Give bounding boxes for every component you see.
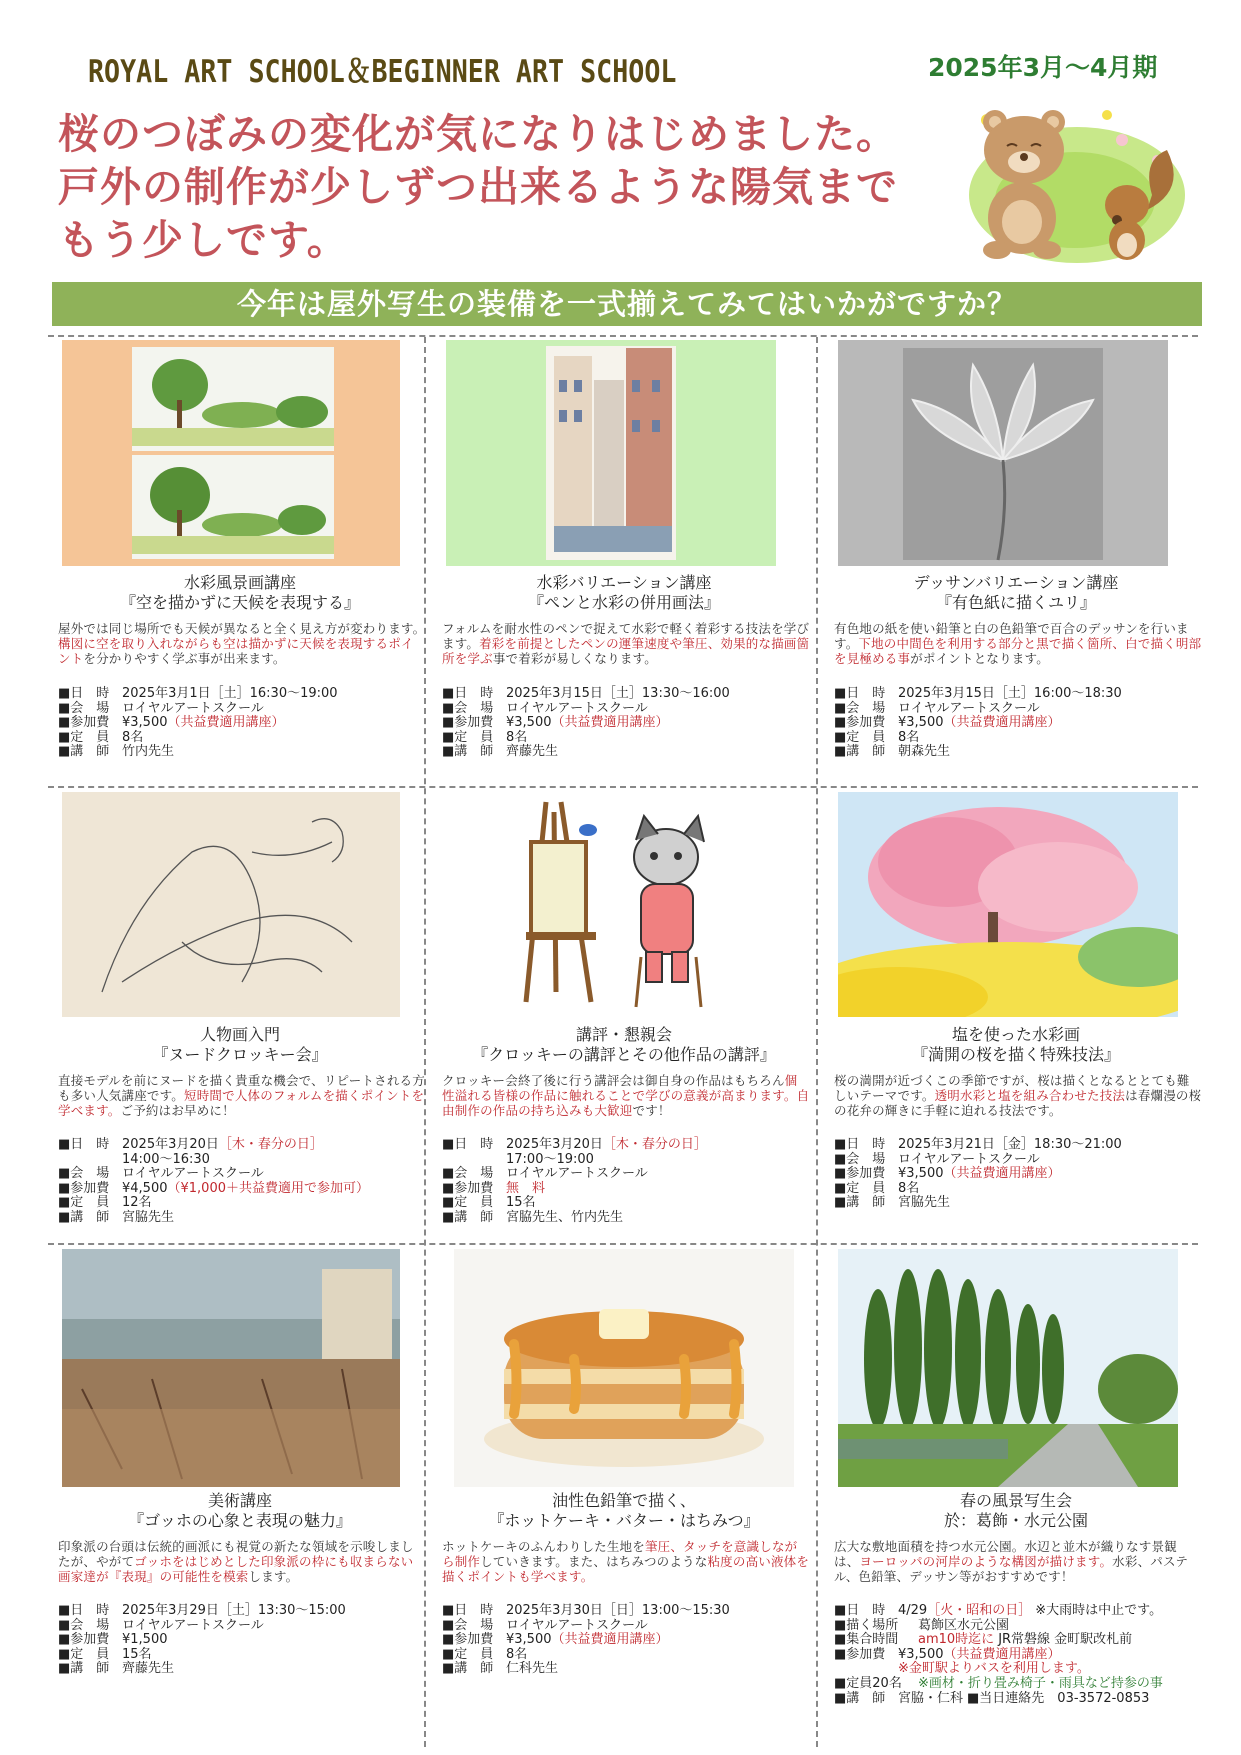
info-value: 12名 xyxy=(122,1195,152,1211)
desc-text: していきます。また、はちみつのような xyxy=(480,1554,708,1569)
info-value: 4/29 xyxy=(898,1603,928,1618)
info-value: 15名 xyxy=(122,1646,152,1662)
info-row xyxy=(58,1648,426,1663)
info-label: ■参加費 xyxy=(834,1646,886,1662)
info-label: ■会 場 xyxy=(58,1166,110,1182)
info-note: am10時迄に xyxy=(918,1632,995,1648)
info-value: 8名 xyxy=(898,729,920,745)
info-note: （¥1,000＋共益費適用で参加可） xyxy=(167,1180,369,1196)
cat-painter-illustration xyxy=(476,792,766,1017)
info-note: ［火・昭和の日］ xyxy=(927,1603,1032,1618)
info-label: ■日 時 xyxy=(442,1137,494,1152)
info-row xyxy=(834,702,1202,717)
course-info xyxy=(834,687,1202,760)
desc-text: を分かりやすく学ぶ事が出来ます。 xyxy=(83,651,286,666)
info-label: ■日 時 xyxy=(58,686,110,701)
info-row xyxy=(58,1182,426,1197)
info-value: 葛飾区水元公園 xyxy=(918,1617,1010,1633)
info-value: 宮脇先生 xyxy=(898,1195,951,1211)
info-note: （共益費適用講座） xyxy=(551,715,669,731)
grid-divider xyxy=(48,786,1198,788)
info-value: ロイヤルアートスクール xyxy=(122,1617,264,1633)
info-label: ■会 場 xyxy=(442,700,494,716)
course-title: 水彩バリエーション講座 xyxy=(536,573,712,592)
info-label: ■会 場 xyxy=(834,700,886,716)
pen-watercolor-street-image xyxy=(446,340,776,566)
info-value: ¥3,500 xyxy=(122,715,168,731)
info-label: ■日 時 xyxy=(58,1603,110,1618)
info-label: ■日 時 xyxy=(834,1137,886,1152)
info-row xyxy=(834,1633,1202,1648)
info-row xyxy=(58,1167,426,1182)
van-gogh-painting-image xyxy=(62,1249,400,1487)
headline xyxy=(58,108,898,267)
info-label: ■講 師 xyxy=(442,1661,494,1677)
desc-text: フォルムを耐水性のペンで捉えて水彩で軽く着彩する技法を学びます。 xyxy=(442,621,810,651)
course-info xyxy=(58,1604,426,1677)
info-value: ロイヤルアートスクール xyxy=(898,1151,1040,1167)
info-value: 2025年3月30日［日］13:00～15:30 xyxy=(506,1603,730,1618)
info-value: 8名 xyxy=(506,729,528,745)
info-label: ■定 員 xyxy=(834,729,886,745)
info-row xyxy=(58,687,426,702)
course-description xyxy=(834,1073,1202,1118)
info-value: ¥3,500 xyxy=(898,715,944,731)
info-value: ¥3,500 xyxy=(506,715,552,731)
info-label: ■参加費 xyxy=(834,715,886,731)
course-subtitle: 『ゴッホの心象と表現の魅力』 xyxy=(128,1511,352,1530)
info-row xyxy=(834,1662,1202,1677)
headline-line-2: 戸外の制作が少しずつ出来るような陽気まで xyxy=(58,163,898,211)
info-label: ■講 師 xyxy=(834,1690,886,1706)
desc-highlight: ゴッホをはじめとした印象派の枠にも収まらない画家達が『表現』の可能性を模索 xyxy=(58,1554,414,1584)
desc-highlight: ヨーロッパの河岸のような構図が描けます。 xyxy=(859,1554,1113,1569)
course-info xyxy=(834,1138,1202,1211)
info-value: 宮脇先生、竹内先生 xyxy=(506,1209,624,1225)
info-label: ■定 員 xyxy=(442,1646,494,1662)
info-row xyxy=(834,716,1202,731)
info-row xyxy=(442,731,810,746)
nude-croquis-image xyxy=(62,792,400,1017)
desc-text: 事で着彩が易しくなります。 xyxy=(492,651,657,666)
info-value: 2025年3月21日［金］18:30～21:00 xyxy=(898,1137,1122,1152)
info-value: 2025年3月20日 xyxy=(506,1137,603,1152)
desc-highlight: 構図に空を取り入れながらも空は描かずに天候を表現するポイント xyxy=(58,636,414,666)
info-label: ■描く場所 xyxy=(834,1617,899,1633)
info-note: （共益費適用講座） xyxy=(167,715,285,731)
info-value: 2025年3月20日 xyxy=(122,1137,219,1152)
info-value: 8名 xyxy=(898,1180,920,1196)
info-note: ※画材・折り畳み椅子・雨具など持参の事 xyxy=(918,1675,1163,1691)
info-row xyxy=(834,1182,1202,1197)
info-value: ロイヤルアートスクール xyxy=(506,1617,648,1633)
info-note: ［木・春分の日］ xyxy=(218,1137,323,1152)
info-label: ■参加費 xyxy=(834,1166,886,1182)
desc-highlight: 個性溢れる皆様の作品に触れることで学びの意義が高まります。自由制作の作品の持ち込みも大歓迎 xyxy=(442,1073,810,1118)
headline-line-3: もう少しです。 xyxy=(58,216,349,264)
info-label: ■参加費 xyxy=(58,1632,110,1648)
course-info xyxy=(442,1138,810,1226)
info-label: ■参加費 xyxy=(58,715,110,731)
course-card xyxy=(828,1246,1204,1751)
course-card xyxy=(436,1246,812,1751)
desc-text: は春爛漫の桜の花弁の輝きに手軽に迫れる技法です。 xyxy=(834,1088,1202,1118)
course-title: 美術講座 xyxy=(207,1491,272,1510)
info-value: 齊藤先生 xyxy=(506,744,559,760)
course-card xyxy=(828,789,1204,1241)
desc-text: 桜の満開が近づくこの季節ですが、桜は描くとなるととても難しいテーマです。 xyxy=(834,1073,1190,1103)
info-value: 齊藤先生 xyxy=(122,1661,175,1677)
info-row xyxy=(442,687,810,702)
info-row xyxy=(58,1138,426,1153)
info-note: （共益費適用講座） xyxy=(943,715,1061,731)
course-title: 水彩風景画講座 xyxy=(183,573,296,592)
info-row xyxy=(834,1153,1202,1168)
course-description xyxy=(58,621,426,666)
desc-text: ご予約はお早めに！ xyxy=(120,1103,235,1118)
info-note: （共益費適用講座） xyxy=(943,1646,1061,1662)
info-value: ¥3,500 xyxy=(898,1646,944,1662)
info-row xyxy=(58,1196,426,1211)
info-row xyxy=(58,1604,426,1619)
course-description xyxy=(442,1073,810,1118)
desc-text: 有色地の紙を使い鉛筆と白の色鉛筆で百合のデッサンを行います。 xyxy=(834,621,1189,651)
desc-text: 直接モデルを前にヌードを描く貴重な機会で、リピートされる方も多い人気講座です。 xyxy=(58,1073,425,1103)
desc-highlight: 短時間で人体のフォルムを描くポイントを学べます。 xyxy=(58,1088,425,1118)
info-note: 無 料 xyxy=(506,1180,546,1196)
course-description xyxy=(442,621,810,666)
info-label: ■会 場 xyxy=(58,700,110,716)
info-row xyxy=(834,1196,1202,1211)
course-card xyxy=(52,1246,428,1751)
info-value: 2025年3月15日［土］13:30～16:00 xyxy=(506,686,730,701)
info-row xyxy=(442,1138,810,1153)
info-row xyxy=(442,745,810,760)
desc-text: クロッキー会終了後に行う講評会は御自身の作品はもちろん xyxy=(442,1073,785,1088)
info-label: ■日 時 xyxy=(834,686,886,701)
info-value: ロイヤルアートスクール xyxy=(898,700,1040,716)
desc-highlight: 下地の中間色を利用する部分と黒で描く箇所、白で描く明部を見極める事 xyxy=(834,636,1202,666)
info-row xyxy=(58,1211,426,1226)
info-label: ■日 時 xyxy=(834,1603,886,1618)
course-info xyxy=(442,687,810,760)
info-extra: JR常磐線 金町駅改札前 xyxy=(998,1632,1133,1648)
info-value: 竹内先生 xyxy=(122,744,175,760)
info-value: 宮脇先生 xyxy=(122,1209,175,1225)
course-description xyxy=(58,1073,426,1118)
info-label: ■定 員 xyxy=(58,729,110,745)
info-value: ¥4,500 xyxy=(122,1180,168,1196)
course-title: 油性色鉛筆で描く、 xyxy=(552,1491,696,1510)
course-card xyxy=(52,337,428,784)
info-value: 朝森先生 xyxy=(898,744,951,760)
info-value: 仁科先生 xyxy=(506,1661,559,1677)
headline-line-1: 桜のつぼみの変化が気になりはじめました。 xyxy=(58,110,898,158)
info-row xyxy=(58,1153,426,1168)
info-label: ■定 員 xyxy=(834,1180,886,1196)
desc-text: 屋外では同じ場所でも天候が異なると全く見え方が変わります。 xyxy=(58,621,426,636)
desc-text: 広大な敷地面積を持つ水元公園。水辺と並木が織りなす景観は、 xyxy=(834,1539,1177,1569)
info-row xyxy=(58,745,426,760)
info-note: （共益費適用講座） xyxy=(551,1632,669,1648)
info-row xyxy=(442,1153,810,1168)
info-extra: ■当日連絡先 03-3572-0853 xyxy=(967,1690,1150,1706)
info-note: ※金町駅よりバスを利用します。 xyxy=(898,1661,1090,1677)
info-value: ロイヤルアートスクール xyxy=(506,1166,648,1182)
info-row xyxy=(834,687,1202,702)
info-label: ■参加費 xyxy=(442,715,494,731)
cherry-blossom-watercolor-image xyxy=(838,792,1178,1017)
info-label: ■会 場 xyxy=(834,1151,886,1167)
desc-text: 水彩、パステル、色鉛筆、デッサン等がおすすめです！ xyxy=(834,1554,1189,1584)
course-subtitle: 『ペンと水彩の併用画法』 xyxy=(527,593,720,612)
info-row xyxy=(834,745,1202,760)
info-row xyxy=(442,1167,810,1182)
desc-highlight: 透明水彩と塩を組み合わせた技法 xyxy=(934,1088,1126,1103)
term-label: 2025年3月～4月期 xyxy=(928,53,1158,82)
info-value: ロイヤルアートスクール xyxy=(122,1166,264,1182)
info-row xyxy=(834,1138,1202,1153)
info-value: 2025年3月1日［土］16:30～19:00 xyxy=(122,686,338,701)
hotcake-drawing-image xyxy=(454,1249,794,1487)
info-row xyxy=(834,731,1202,746)
info-row xyxy=(442,1648,810,1663)
info-label: ■講 師 xyxy=(834,744,886,760)
desc-highlight: 筆圧、タッチを意識しながら制作 xyxy=(442,1539,798,1569)
desc-text: 印象派の台頭は伝統的画派にも視覚の新たな領域を示唆しましたが、やがて xyxy=(58,1539,414,1569)
info-label: ■定 員 xyxy=(442,1195,494,1211)
lily-drawing-image xyxy=(838,340,1168,566)
desc-text: です！ xyxy=(632,1103,671,1118)
info-row xyxy=(58,731,426,746)
info-label: ■会 場 xyxy=(442,1166,494,1182)
grid-divider xyxy=(816,337,818,1747)
banner: 今年は屋外写生の装備を一式揃えてみてはいかがですか？ xyxy=(52,282,1202,326)
course-info xyxy=(442,1604,810,1677)
desc-highlight: 粘度の高い液体を描くポイントも学べます。 xyxy=(442,1554,810,1584)
grid-divider xyxy=(48,1243,1198,1245)
course-title: 春の風景写生会 xyxy=(959,1491,1072,1510)
info-row xyxy=(58,1619,426,1634)
info-row xyxy=(442,716,810,731)
info-row xyxy=(442,1619,810,1634)
info-value: 15名 xyxy=(506,1195,536,1211)
course-card xyxy=(436,337,812,784)
course-title: 塩を使った水彩画 xyxy=(951,1025,1080,1044)
info-label: ■講 師 xyxy=(58,1209,110,1225)
info-row xyxy=(442,1211,810,1226)
info-value: 8名 xyxy=(122,729,144,745)
info-label: ■参加費 xyxy=(442,1632,494,1648)
course-card xyxy=(436,789,812,1241)
info-label: ■定 員 xyxy=(442,729,494,745)
info-row xyxy=(442,702,810,717)
watercolor-landscape-image xyxy=(62,340,400,566)
course-card xyxy=(52,789,428,1241)
course-subtitle: 『有色紙に描くユリ』 xyxy=(935,593,1096,612)
course-info xyxy=(834,1604,1202,1706)
info-label: ■参加費 xyxy=(58,1180,110,1196)
course-title: デッサンバリエーション講座 xyxy=(913,573,1119,592)
info-value: 14:00～16:30 xyxy=(122,1151,210,1167)
info-value: ¥3,500 xyxy=(898,1166,944,1182)
info-label: ■講 師 xyxy=(442,1209,494,1225)
info-extra: ※大雨時は中止です。 xyxy=(1035,1603,1163,1618)
info-label: ■講 師 xyxy=(58,1661,110,1677)
park-poplar-photo xyxy=(838,1249,1178,1487)
info-note: ［木・春分の日］ xyxy=(602,1137,707,1152)
desc-highlight: 着彩を前提としたペンの運筆速度や筆圧、効果的な描画箇所を学ぶ xyxy=(442,636,810,666)
info-value: 8名 xyxy=(506,1646,528,1662)
course-description xyxy=(834,1539,1202,1584)
info-row xyxy=(58,1633,426,1648)
desc-text: します。 xyxy=(248,1569,299,1584)
info-value: 宮脇・仁科 xyxy=(898,1690,964,1706)
info-row xyxy=(834,1604,1202,1619)
bear-squirrel-illustration xyxy=(957,100,1185,270)
course-description xyxy=(834,621,1202,666)
course-title: 人物画入門 xyxy=(199,1025,280,1044)
info-value: 2025年3月29日［土］13:30～15:00 xyxy=(122,1603,346,1618)
school-title: ROYAL ART SCHOOL＆BEGINNER ART SCHOOL xyxy=(88,54,677,90)
info-row xyxy=(834,1167,1202,1182)
course-subtitle: 『ホットケーキ・バター・はちみつ』 xyxy=(488,1511,760,1530)
course-card xyxy=(828,337,1204,784)
info-label: ■会 場 xyxy=(442,1617,494,1633)
info-value: 2025年3月15日［土］16:00～18:30 xyxy=(898,686,1122,701)
info-label: ■定 員 xyxy=(58,1195,110,1211)
info-row xyxy=(442,1182,810,1197)
info-value: ¥1,500 xyxy=(122,1632,168,1648)
info-label: ■定 員 xyxy=(58,1646,110,1662)
course-title: 講評・懇親会 xyxy=(575,1025,672,1044)
info-label: ■講 師 xyxy=(834,1195,886,1211)
course-subtitle: 『ヌードクロッキー会』 xyxy=(152,1045,328,1064)
info-row xyxy=(442,1662,810,1677)
course-info xyxy=(58,687,426,760)
course-subtitle: 『満開の桜を描く特殊技法』 xyxy=(911,1045,1120,1064)
course-subtitle: 『空を描かずに天候を表現する』 xyxy=(119,593,360,612)
info-row xyxy=(442,1196,810,1211)
info-label: ■日 時 xyxy=(442,1603,494,1618)
info-note: （共益費適用講座） xyxy=(943,1166,1061,1182)
info-value: 17:00～19:00 xyxy=(506,1151,594,1167)
course-description xyxy=(442,1539,810,1584)
info-row xyxy=(58,716,426,731)
course-description xyxy=(58,1539,426,1584)
info-row xyxy=(834,1619,1202,1634)
info-label: ■日 時 xyxy=(442,686,494,701)
desc-text: がポイントとなります。 xyxy=(910,651,1049,666)
info-value: ロイヤルアートスクール xyxy=(122,700,264,716)
info-label: ■参加費 xyxy=(442,1180,494,1196)
info-row xyxy=(834,1692,1202,1707)
info-row xyxy=(58,702,426,717)
info-label: ■定員20名 xyxy=(834,1675,902,1691)
info-row xyxy=(442,1604,810,1619)
info-label: ■日 時 xyxy=(58,1137,110,1152)
info-value: ロイヤルアートスクール xyxy=(506,700,648,716)
desc-text: ホットケーキのふんわりした生地を xyxy=(442,1539,645,1554)
info-row xyxy=(442,1633,810,1648)
info-row xyxy=(58,1662,426,1677)
info-label: ■集合時間 xyxy=(834,1632,899,1648)
course-info xyxy=(58,1138,426,1226)
info-label: ■会 場 xyxy=(58,1617,110,1633)
info-label: ■講 師 xyxy=(58,744,110,760)
info-row xyxy=(834,1677,1202,1692)
info-value: ¥3,500 xyxy=(506,1632,552,1648)
info-label: ■講 師 xyxy=(442,744,494,760)
course-subtitle: 於：葛飾・水元公園 xyxy=(943,1511,1088,1530)
course-subtitle: 『クロッキーの講評とその他作品の講評』 xyxy=(472,1045,776,1064)
